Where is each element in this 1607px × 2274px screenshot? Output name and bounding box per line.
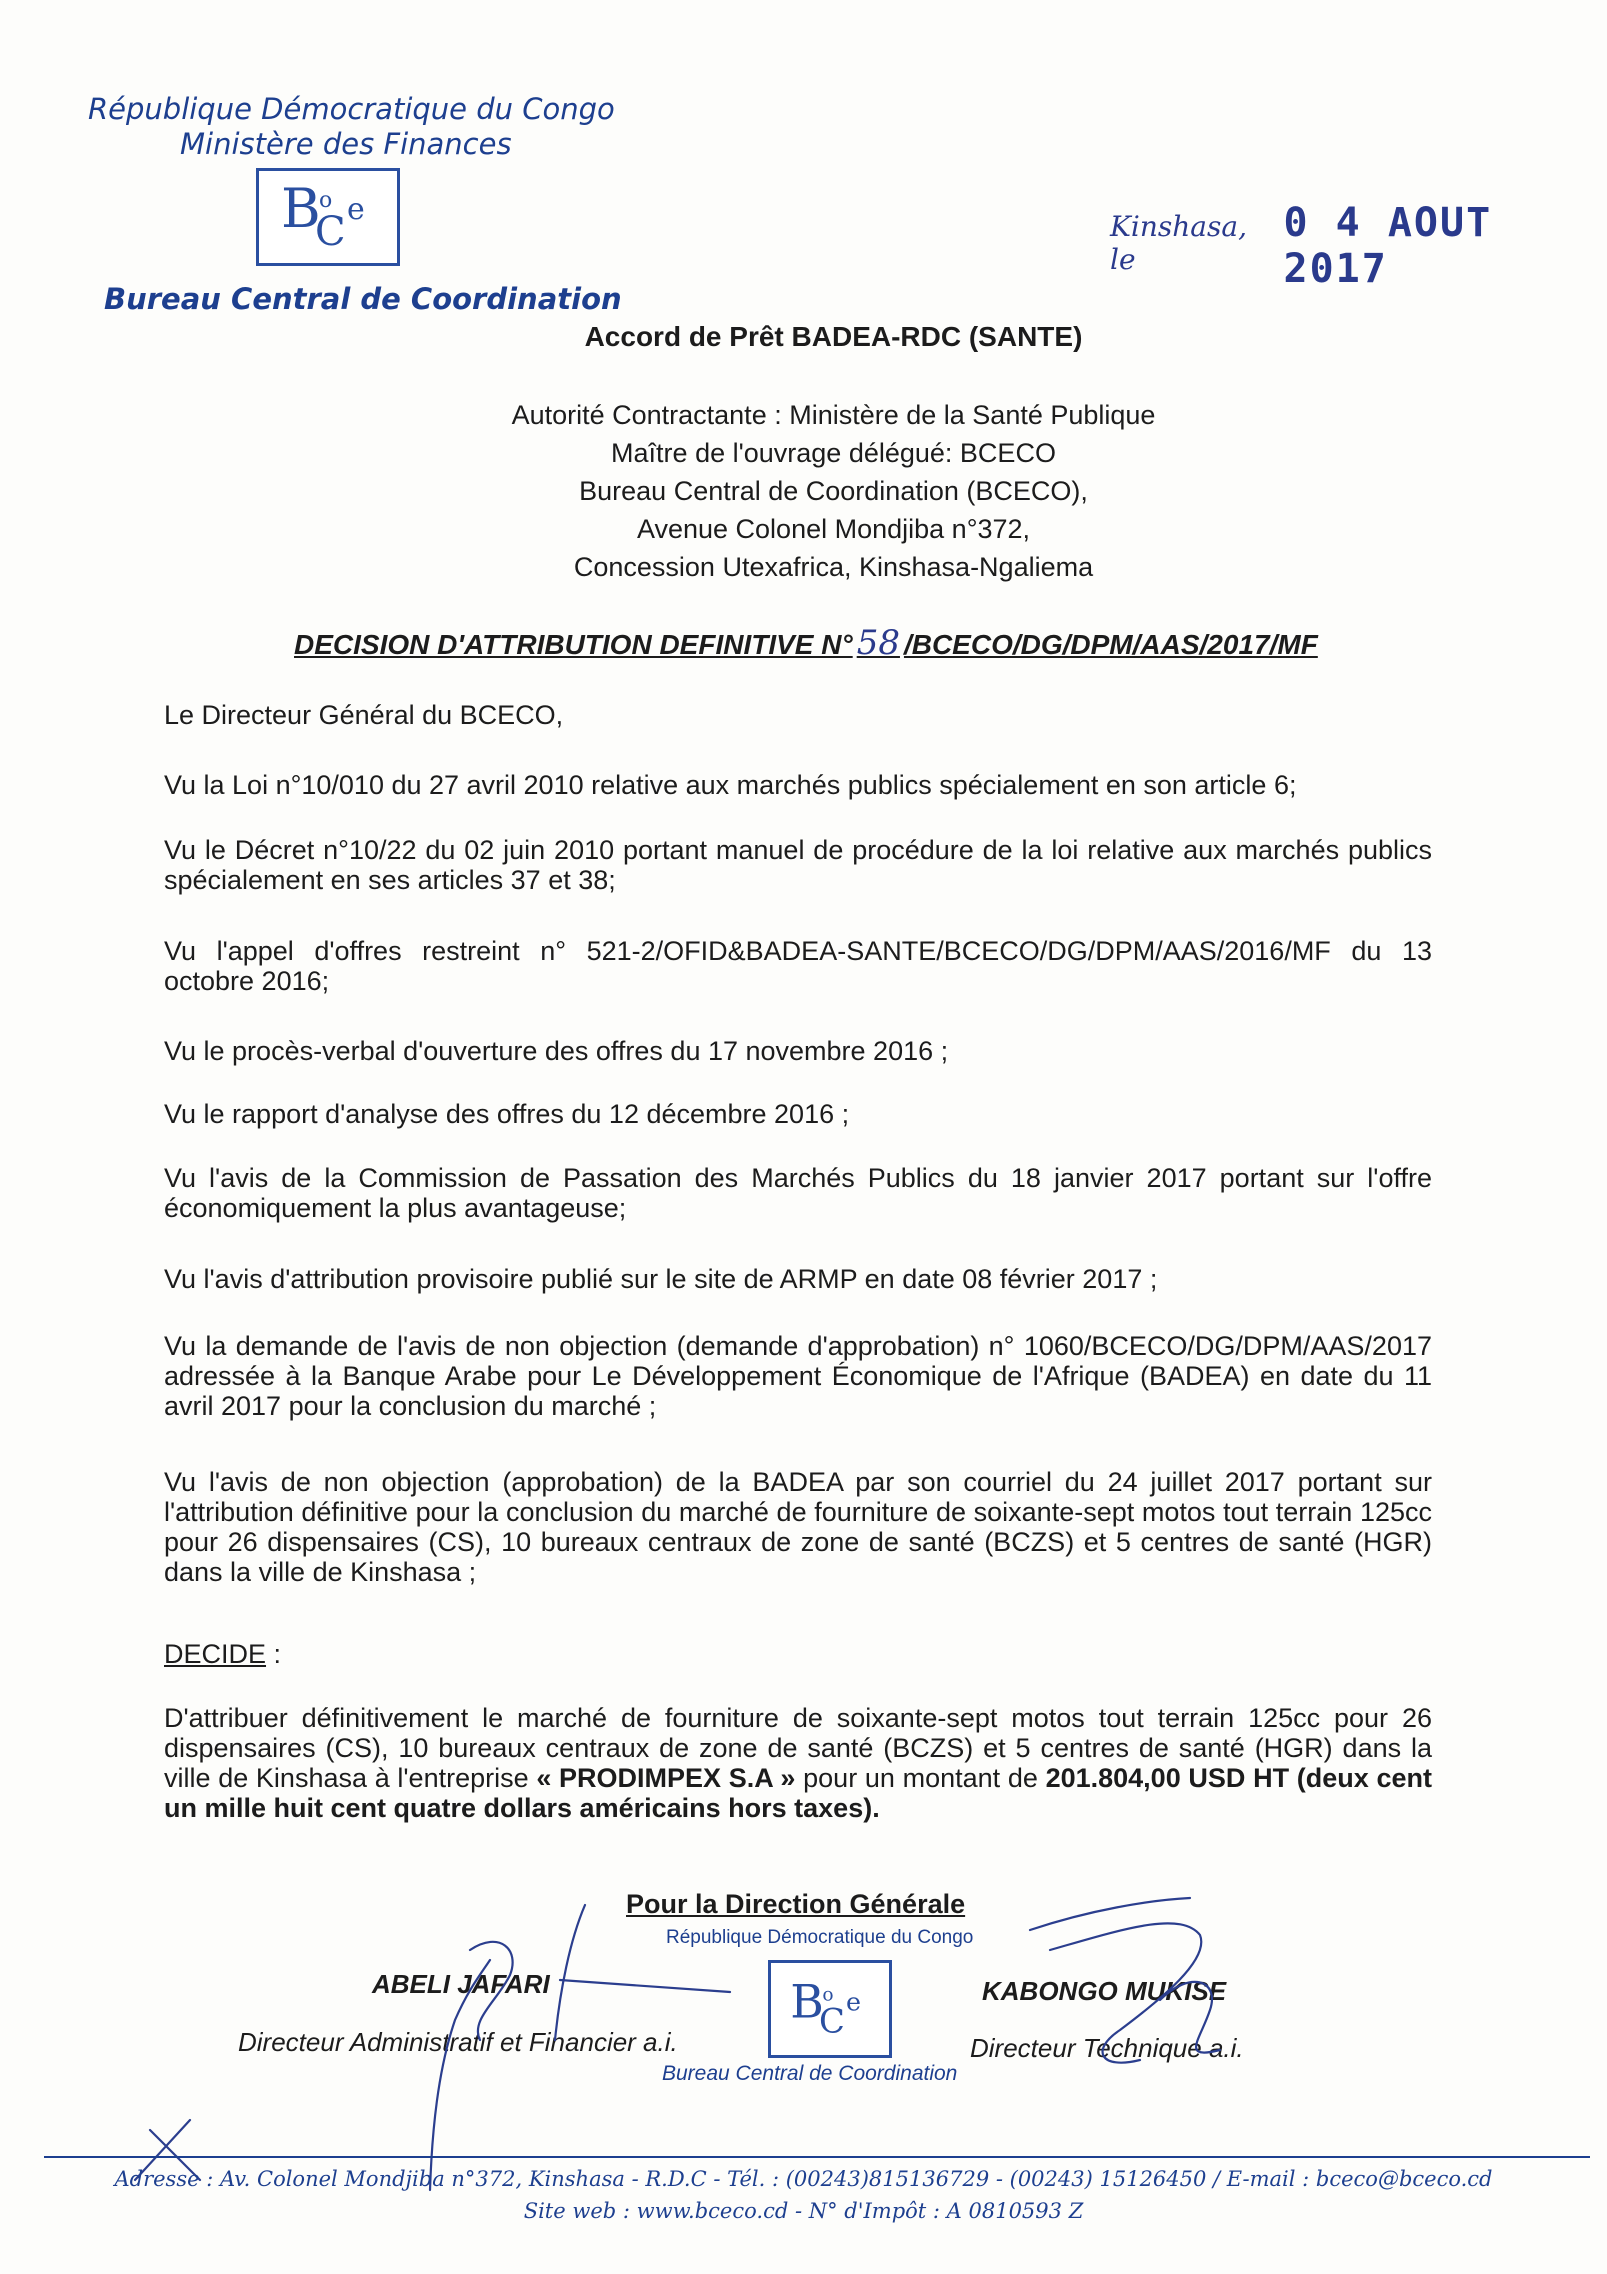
vu-paragraph: Vu le rapport d'analyse des offres du 12 décembre 2016 ; — [164, 1099, 850, 1129]
vu-paragraph: Vu la Loi n°10/010 du 27 avril 2010 relative aux marchés publics spécialement en son article 6; — [164, 770, 1297, 800]
decision-suffix: /BCECO/DG/DPM/AAS/2017/MF — [903, 629, 1318, 660]
decision-company: « PRODIMPEX S.A » — [536, 1763, 796, 1793]
decision-text — [164, 1703, 1432, 1823]
vu-paragraph: Vu le Décret n°10/22 du 02 juin 2010 portant manuel de procédure de la loi relative aux marchés publics spécialement en ses articles 37 et 38; — [164, 835, 1432, 895]
signatures-ink — [0, 1880, 1607, 2210]
svg-text:C: C — [315, 209, 346, 255]
official-stamp-top: République Démocratique du Congo — [666, 1927, 974, 1948]
address-line: Bureau Central de Coordination (BCECO), — [579, 476, 1088, 506]
address-block — [0, 396, 1607, 586]
svg-text:o: o — [319, 188, 333, 213]
decision-label: DECISION D'ATTRIBUTION DEFINITIVE N° — [294, 629, 853, 660]
left-signature-underline — [560, 1980, 730, 1992]
place-date — [1110, 200, 1607, 292]
svg-text:o: o — [822, 1984, 834, 2006]
svg-text:e: e — [846, 1986, 862, 2017]
decide-label — [164, 1639, 1432, 1669]
left-signature-stroke-2 — [555, 1905, 585, 2040]
vu-paragraph: Vu l'avis d'attribution provisoire publié sur le site de ARMP en date 08 février 2017 ; — [164, 1264, 1158, 1294]
direction-heading: Pour la Direction Générale — [626, 1889, 966, 1919]
vu-paragraph: Vu le procès-verbal d'ouverture des offres du 17 novembre 2016 ; — [164, 1036, 949, 1066]
bceco-logo — [256, 168, 400, 266]
vu-paragraph: Vu l'appel d'offres restreint n° 521-2/OFID&BADEA-SANTE/BCECO/DG/DPM/AAS/2016/MF du 13 octobre 2016; — [164, 936, 1432, 996]
address-line: Avenue Colonel Mondjiba n°372, — [636, 514, 1031, 544]
decision-amount: 201.804,00 USD HT (deux cent un mille huit cent quatre dollars américains hors taxes). — [164, 1763, 1432, 1823]
place-date-prefix: Kinshasa, le — [1110, 210, 1247, 276]
footer-address: Adresse : Av. Colonel Mondjiba n°372, Kinshasa - R.D.C - Tél. : (00243)815136729 - (00243) 15126450 / E-mail : bceco@bceco.cd — [114, 2167, 1493, 2191]
decide-colon: : — [266, 1639, 282, 1669]
svg-text:C: C — [819, 2001, 845, 2041]
right-signature-stroke — [1050, 1923, 1220, 2062]
footer-rule — [44, 2156, 1590, 2158]
country-name: République Démocratique du Congo — [88, 92, 615, 126]
org-name: Bureau Central de Coordination — [104, 282, 622, 316]
right-signatory-title: Directeur Technique a.i. — [970, 2033, 1244, 2063]
decision-text-1: D'attribuer définitivement le marché de fourniture de soixante-sept motos tout terrain 125cc pour 26 dispensaires (CS), 10 bureaux centraux de zone de santé (BCZS) et 5 centres de santé (HGR) dans la ville de Kinshasa à l'entreprise — [164, 1703, 1432, 1793]
bceco-logo-mark — [263, 175, 393, 259]
right-signature-flourish — [1030, 1898, 1190, 1930]
official-stamp-bottom: Bureau Central de Coordination — [662, 2062, 958, 2085]
decision-heading — [294, 623, 1318, 663]
left-signatory-title: Directeur Administratif et Financier a.i. — [238, 2027, 678, 2057]
decide-word: DECIDE — [164, 1639, 267, 1669]
left-signature-stroke — [430, 1942, 513, 2190]
decision-number: 58 — [856, 623, 900, 663]
decision-text-2: pour un montant de — [795, 1763, 1046, 1793]
svg-text:B: B — [281, 177, 321, 240]
address-line: Maître de l'ouvrage délégué: BCECO — [611, 438, 1056, 468]
ministry-name: Ministère des Finances — [180, 127, 512, 161]
left-signatory-name: ABELI JAFARI — [372, 1969, 550, 1999]
address-line: Concession Utexafrica, Kinshasa-Ngaliema — [573, 552, 1094, 582]
footer-website: Site web : www.bceco.cd - N° d'Impôt : A 0810593 Z — [523, 2199, 1084, 2223]
date-stamp: 0 4 AOUT 2017 — [1283, 200, 1493, 292]
vu-paragraph: Vu la demande de l'avis de non objection (demande d'approbation) n° 1060/BCECO/DG/DPM/AAS/2017 adressée à la Banque Arabe pour Le Développement Économique de l'Afrique (BADEA) en date du 11 avril 2017 pour la conclusion du marché ; — [164, 1331, 1432, 1421]
svg-text:B: B — [790, 1975, 824, 2029]
document-title: Accord de Prêt BADEA-RDC (SANTE) — [584, 321, 1083, 352]
vu-paragraph: Vu l'avis de la Commission de Passation des Marchés Publics du 18 janvier 2017 portant sur l'offre économiquement la plus avantageuse; — [164, 1163, 1432, 1223]
intro: Le Directeur Général du BCECO, — [164, 700, 564, 730]
address-line: Autorité Contractante : Ministère de la Santé Publique — [511, 400, 1156, 430]
svg-text:e: e — [347, 192, 365, 227]
vu-paragraph: Vu l'avis de non objection (approbation) de la BADEA par son courriel du 24 juillet 2017 portant sur l'attribution définitive pour la conclusion du marché de fourniture de soixante-sept motos tout terrain 125cc pour 26 dispensaires (CS), 10 bureaux centraux de zone de santé (BCZS) et 5 centres de santé (HGR) dans la ville de Kinshasa ; — [164, 1467, 1432, 1587]
right-signatory-name: KABONGO MUKISE — [982, 1976, 1227, 2006]
